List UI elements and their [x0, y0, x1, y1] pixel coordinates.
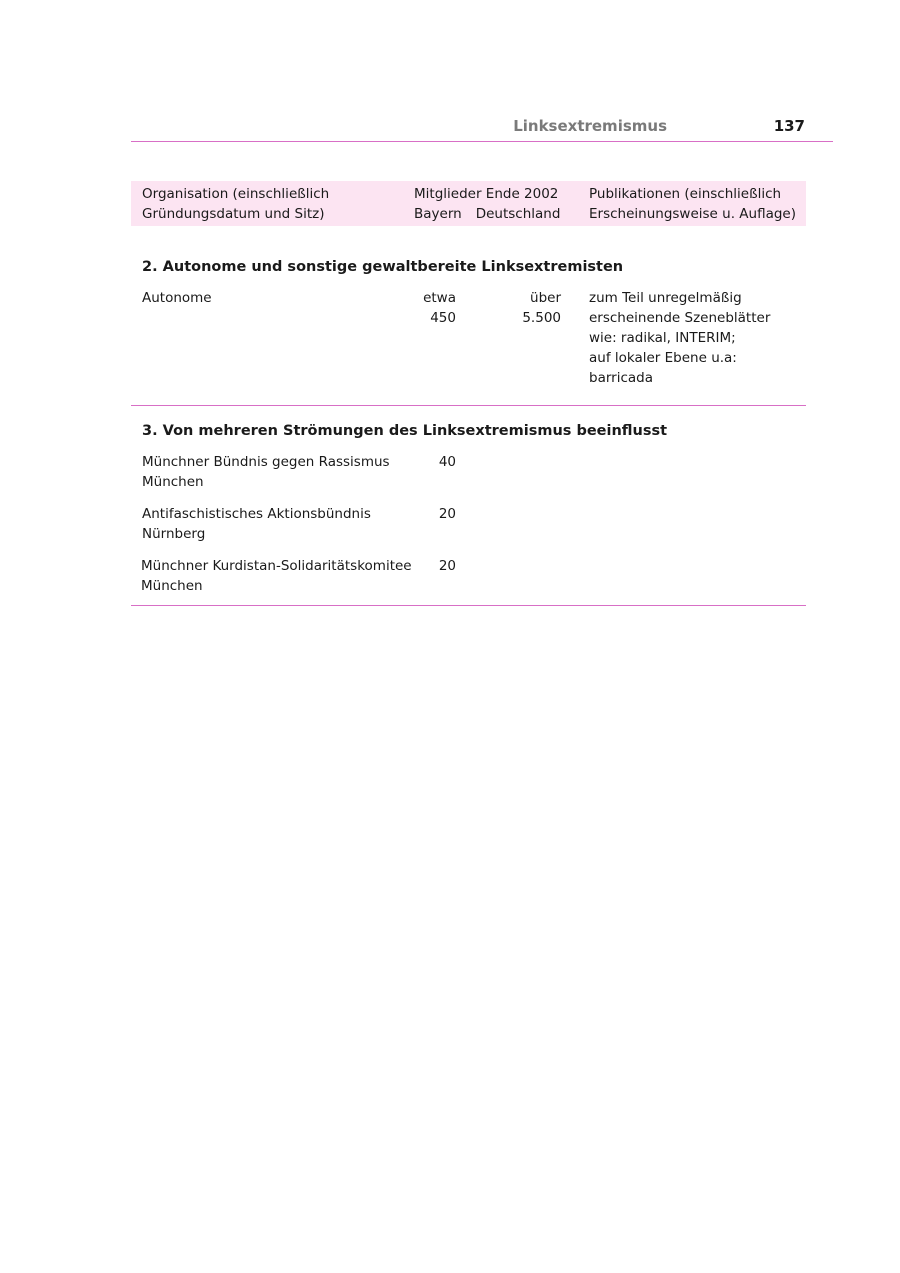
- row-organisation-name: Antifaschistisches Aktionsbündnis: [142, 506, 371, 522]
- section-title: 2. Autonome und sonstige gewaltbereite Linksextremisten: [142, 259, 624, 275]
- publication-line: erscheinende Szeneblätter: [589, 310, 771, 326]
- header-publications-line1: Publikationen (einschließlich: [589, 186, 782, 202]
- table-row: [131, 556, 806, 598]
- publication-line: zum Teil unregelmäßig: [589, 290, 742, 306]
- header-publications: [589, 184, 804, 224]
- header-members-sub: [414, 204, 564, 224]
- page-number: 137: [773, 117, 805, 135]
- organisations-table: [131, 181, 806, 594]
- row-organisation: [142, 504, 412, 544]
- publication-line: wie: radikal, INTERIM;: [589, 330, 736, 346]
- row-bayern-qualifier: etwa: [423, 290, 456, 306]
- header-organisation: [142, 184, 412, 224]
- section-divider: [131, 405, 806, 406]
- header-organisation-line1: Organisation (einschließlich: [142, 186, 330, 202]
- row-organisation: Autonome: [142, 290, 212, 306]
- table-bottom-rule: [131, 605, 806, 606]
- row-deutschland-qualifier: über: [530, 290, 561, 306]
- row-organisation-name: Münchner Kurdistan-Solidaritätskomitee: [141, 558, 412, 574]
- row-organisation: [141, 556, 421, 596]
- row-deutschland: [471, 288, 561, 328]
- header-members-deutschland: Deutschland: [475, 206, 561, 222]
- publication-line: auf lokaler Ebene u.a:: [589, 350, 737, 366]
- header-members: [414, 184, 564, 224]
- table-row: [131, 504, 806, 546]
- row-organisation-city: München: [141, 578, 203, 594]
- table-header: [131, 181, 806, 226]
- row-organisation-city: Nürnberg: [142, 526, 206, 542]
- table-row: [131, 452, 806, 494]
- row-bayern: [414, 288, 456, 328]
- row-bayern-value: 450: [430, 310, 456, 326]
- row-organisation-city: München: [142, 474, 204, 490]
- running-head: [131, 117, 833, 142]
- row-publications: [589, 288, 804, 388]
- header-members-bayern: Bayern: [414, 206, 462, 222]
- row-bayern: 20: [438, 558, 456, 574]
- row-bayern: 20: [438, 506, 456, 522]
- table-row: [131, 288, 806, 388]
- row-organisation-name: Münchner Bündnis gegen Rassismus: [142, 454, 390, 470]
- row-organisation: [142, 452, 412, 492]
- section-title: 3. Von mehreren Strömungen des Linksextremismus beeinflusst: [142, 423, 668, 439]
- row-bayern: 40: [438, 454, 456, 470]
- header-organisation-line2: Gründungsdatum und Sitz): [142, 206, 325, 222]
- header-members-title: Mitglieder Ende 2002: [414, 186, 559, 202]
- publication-line: barricada: [589, 370, 653, 386]
- header-publications-line2: Erscheinungsweise u. Auflage): [589, 206, 796, 222]
- row-deutschland-value: 5.500: [522, 310, 561, 326]
- running-head-section: Linksextremismus: [513, 117, 667, 135]
